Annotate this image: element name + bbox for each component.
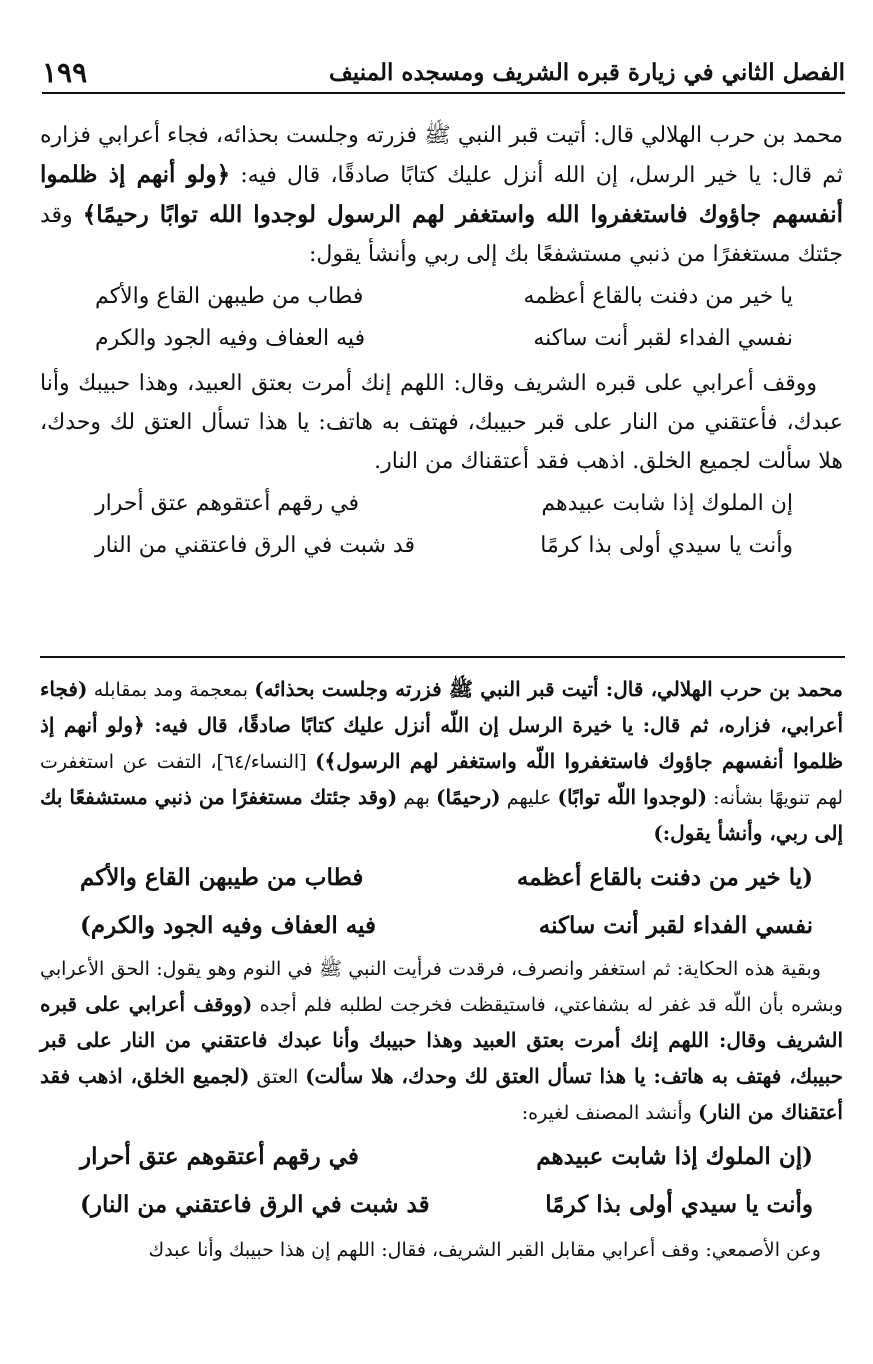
poem-second-hemistich: فيه العفاف وفيه الجود والكرم): [80, 912, 377, 939]
poem-first-hemistich: إن الملوك إذا شابت عبيدهم: [541, 491, 793, 516]
text-span: عليهم: [500, 787, 558, 809]
page-header: [42, 52, 845, 94]
commentary-divider: [40, 656, 845, 658]
poem-first-hemistich: وأنت يا سيدي أولى بذا كرمًا: [545, 1191, 813, 1218]
poem-line: [40, 1183, 843, 1227]
text-span: وقد جئتك مستغفرًا من ذنبي مستشفعًا بك إلى ربي وأنشأ يقول:: [40, 203, 843, 267]
poem-line: [40, 485, 843, 523]
poem-line: [40, 856, 843, 900]
text-span: محمد بن حرب الهلالي قال: أتيت قبر النبي ﷺ فزرته وجلست بحذائه، فجاء أعرابي فزاره ثم قال: يا خير الرسل، إن الله أنزل عليك كتابًا صادقًا، قال فيه:: [40, 123, 843, 188]
commentary-paragraph: [40, 952, 843, 1131]
poem-second-hemistich: في رقهم أعتقوهم عتق أحرار: [80, 1143, 359, 1170]
commentary-paragraph: [40, 672, 843, 852]
poem-first-hemistich: (يا خير من دفنت بالقاع أعظمه: [516, 864, 813, 891]
quran-verse: ﴿ولو أنهم إذ ظلموا أنفسهم جاؤوك فاستغفروا الله واستغفر لهم الرسول لوجدوا الله توابًا رحيمًا﴾: [40, 161, 843, 228]
text-span: وأنشد المصنف لغيره:: [521, 1102, 698, 1124]
poem-first-hemistich: نفسي الفداء لقبر أنت ساكنه: [538, 912, 813, 939]
bold-span: (وقد جئتك مستغفرًا من ذنبي مستشفعًا بك إلى ربي، وأنشأ يقول:): [40, 785, 843, 845]
commentary-text: [40, 672, 843, 1268]
bold-span: (لجميع الخلق، اذهب فقد أعتقناك من النار): [40, 1064, 843, 1124]
bold-span: (ووقف أعرابي على قبره الشريف وقال: اللهم إنك أمرت بعتق العبيد وهذا حبيبك وأنا عبدك فاعتقني من النار على قبر حبيبك، فهتف به هاتف: يا هذا تسأل العتق لك وحدك، هلا سألت): [40, 992, 843, 1088]
text-span: العتق: [249, 1066, 306, 1088]
bold-span: (لوجدوا اللّه توابًا): [557, 785, 708, 809]
poem-second-hemistich: في رقهم أعتقوهم عتق أحرار: [95, 491, 360, 516]
bold-span: محمد بن حرب الهلالي، قال: أتيت قبر النبي ﷺ فزرته وجلست بحذائه): [254, 677, 844, 701]
running-title: الفصل الثاني في زيارة قبره الشريف ومسجده المنيف: [329, 58, 845, 86]
poem-line: [40, 904, 843, 948]
poem-first-hemistich: يا خير من دفنت بالقاع أعظمه: [523, 284, 793, 309]
commentary-paragraph: وعن الأصمعي: وقف أعرابي مقابل القبر الشريف، فقال: اللهم إن هذا حبيبك وأنا عبدك: [148, 1239, 821, 1261]
page-number: ١٩٩: [42, 55, 88, 89]
text-span: بمعجمة ومد بمقابله: [87, 679, 255, 701]
bold-span: (رحيمًا): [436, 785, 501, 809]
poem-line: [40, 320, 843, 358]
bold-span: (فجاء أعرابي، فزاره، ثم قال: يا خيرة الرسل إن اللّه أنزل عليك كتابًا صادقًا، قال فيه: ﴿ولو أنهم إذ ظلموا أنفسهم جاؤوك فاستغفروا اللّه واستغفر لهم الرسول﴾): [40, 677, 843, 773]
poem-second-hemistich: فيه العفاف وفيه الجود والكرم: [95, 326, 366, 351]
text-span: بهم: [397, 787, 436, 809]
poem-first-hemistich: (إن الملوك إذا شابت عبيدهم: [536, 1143, 813, 1170]
poem-line: [40, 1135, 843, 1179]
poem-first-hemistich: وأنت يا سيدي أولى بذا كرمًا: [540, 533, 793, 558]
main-text: [40, 116, 843, 569]
poem-second-hemistich: قد شبت في الرق فاعتقني من النار: [95, 533, 415, 558]
poem-second-hemistich: فطاب من طيبهن القاع والأكم: [95, 284, 364, 309]
poem-second-hemistich: فطاب من طيبهن القاع والأكم: [80, 864, 364, 891]
text-span: [النساء/٦٤]، التفت عن استغفرت لهم تنويهًا بشأنه:: [40, 751, 844, 809]
poem-line: [40, 278, 843, 316]
poem-first-hemistich: نفسي الفداء لقبر أنت ساكنه: [533, 326, 793, 351]
poem-line: [40, 527, 843, 565]
text-span: وبقية هذه الحكاية: ثم استغفر وانصرف، فرقدت فرأيت النبي ﷺ في النوم وهو يقول: الحق الأعرابي وبشره بأن اللّه قد غفر له بشفاعتي، فاستيقظت فخرجت لطلبه فلم أجده: [40, 958, 843, 1016]
paragraph: [40, 116, 843, 274]
paragraph: ووقف أعرابي على قبره الشريف وقال: اللهم إنك أمرت بعتق العبيد، وهذا حبيبك وأنا عبدك، فأعتقني من النار على قبر حبيبك، فهتف به هاتف: يا هذا تسأل العتق لك وحدك، هلا سألت لجميع الخلق. اذهب فقد أعتقناك من النار.: [40, 371, 843, 474]
poem-second-hemistich: قد شبت في الرق فاعتقني من النار): [80, 1191, 430, 1218]
